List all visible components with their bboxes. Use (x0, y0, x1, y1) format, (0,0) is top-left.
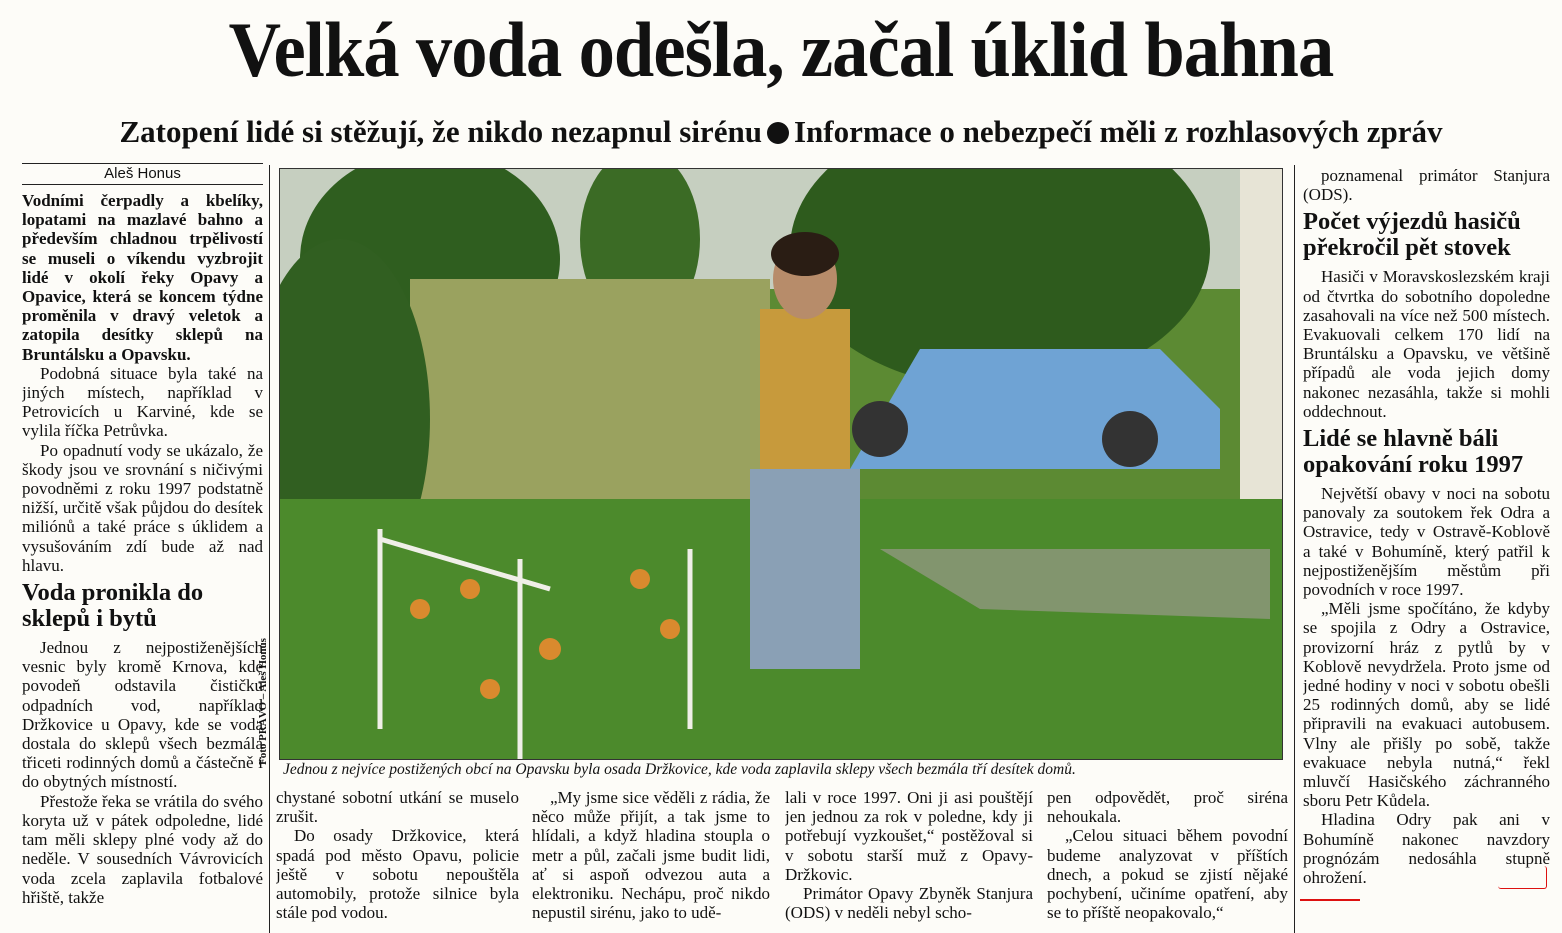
paragraph: Jednou z nejpostiženějších vesnic byly kromě Krnova, kde povodeň odstavila čističku odpadních vod, například Držkovice u Opavy, kde se voda dostala do sklepů všech bezmála třiceti rodinných domů a částečně i do obytných místností. (22, 638, 263, 792)
paragraph: Podobná situace byla také na jiných místech, například v Petrovicích u Karviné, kde se vylila říčka Petrůvka. (22, 363, 263, 441)
article-column-6 (1303, 166, 1550, 930)
subheading: Počet výjezdů hasičů překročil pět stovek (1303, 208, 1521, 262)
article-column-5 (1047, 788, 1288, 928)
bullet-icon (767, 122, 789, 144)
photo-illustration (280, 169, 1282, 759)
article-column-2 (276, 788, 519, 928)
photo-caption: Jednou z nejvíce postižených obcí na Opavsku byla osada Držkovice, kde voda zaplavila sklepy všech bezmála tří desítek domů. (283, 761, 1076, 778)
paragraph: poznamenal primátor Stanjura (ODS). (1303, 166, 1550, 205)
subhead-part2: Informace o nebezpečí měli z rozhlasových zpráv (793, 114, 1443, 149)
paragraph: Po opadnutí vody se ukázalo, že škody jsou ve srovnání s ničivými povodněmi z roku 1997 podstatně nižší, určitě však půjdou do desítek miliónů a také práce s úklidem a vysušováním zdí bude až nad hlavu. (22, 440, 263, 575)
subhead-part1: Zatopení lidé si stěžují, že nikdo nezapnul sirénu (119, 114, 762, 149)
photo-credit: Foto PRÁVO – Aleš Honus (257, 638, 269, 765)
paragraph: lali v roce 1997. Oni ji asi pouštějí jen jednou za rok v poledne, kdy ji potřebují vyzkoušet,“ postěžoval si v sobotu starší muž z Opavy-Držkovic. (785, 788, 1033, 884)
article-column-1 (22, 163, 263, 933)
paragraph: Přestože řeka se vrátila do svého koryta už v pátek odpoledne, lidé tam měli sklepy plné vody až do neděle. V sousedních Vávrovicích voda zcela zaplavila fotbalové hřiště, takže (22, 791, 263, 907)
subheadline (0, 112, 1562, 152)
subheading: Voda pronikla do sklepů i bytů (22, 579, 204, 633)
paragraph: „Celou situaci během povodní budeme analyzovat v příštích dnech, a pokud se zjistí nějaké pochybení, učiníme opatření, aby se to příště neopakovalo,“ (1047, 826, 1288, 923)
paragraph: pen odpovědět, proč siréna nehoukala. (1047, 788, 1288, 827)
paragraph: Do osady Držkovice, která spadá pod město Opavu, policie ještě v sobotu nepouštěla automobily, protože silnice byla stále pod vodou. (276, 826, 519, 923)
paragraph: chystané sobotní utkání se muselo zrušit. (276, 788, 519, 827)
column-divider (1294, 165, 1295, 933)
column-divider (269, 165, 270, 933)
paragraph: Primátor Opavy Zbyněk Stanjura (ODS) v neděli nebyl scho- (785, 884, 1033, 923)
red-underline-mark (1300, 899, 1360, 901)
subheading: Lidé se hlavně báli opakování roku 1997 (1303, 425, 1524, 479)
article-column-4 (785, 788, 1033, 928)
paragraph: Hladina Odry pak ani v Bohumíně nakonec navzdory prognózám nedosáhla stupně ohrožení. (1303, 810, 1550, 888)
article-column-3 (532, 788, 770, 928)
paragraph: „Měli jsme spočítáno, že kdyby se spojila z Odry a Ostravice, provizorní hráz z pytlů by v Koblově nevydržela. Proto jsme od jedné hodiny v noci v sobotu obešli 25 rodinných domů, aby se lidé připravili na evakuaci autobusem. Vlny ale přišly po sobě, takže evakuace nebyla nutná,“ řekl mluvčí Hasičského záchranného sboru Petr Kůdela. (1303, 599, 1550, 811)
photo-flooded-garden (279, 168, 1283, 760)
lead-paragraph: Vodními čerpadly a kbelíky, lopatami na mazlavé bahno a především chladnou trpělivostí se museli o víkendu vyzbrojit lidé v okolí řeky Opavy a Opavice, která se koncem týdne proměnila v dravý veletok a zatopila desítky sklepů na Bruntálsku a Opavsku. (22, 191, 263, 364)
paragraph: Hasiči v Moravskoslezském kraji od čtvrtka do sobotního dopoledne zasahovali na více než 500 místech. Evakuovali celkem 170 lidí na Bruntálsku a Opavsku, ve většině případů ale voda jejich domy nakonec nezasáhla, takže si mohli oddechnout. (1303, 267, 1550, 421)
paragraph: „My jsme sice věděli z rádia, že něco může přijít, a tak jsme to hlídali, a když hladina stoupla o metr a půl, začali jsme budit lidi, ať si aspoň odvezou auta a elektroniku. Nechápu, proč nikdo nepustil sirénu, jako to udě- (532, 788, 770, 923)
paragraph: Největší obavy v noci na sobotu panovaly za soutokem řek Odra a Ostravice, tedy v Ostravě-Koblově a také v Bohumíně, který patřil k nejpostiženějším městům při povodních v roce 1997. (1303, 484, 1550, 600)
headline: Velká voda odešla, začal úklid bahna (228, 6, 1334, 93)
red-annotation-mark (1498, 866, 1547, 889)
byline: Aleš Honus (22, 163, 263, 185)
